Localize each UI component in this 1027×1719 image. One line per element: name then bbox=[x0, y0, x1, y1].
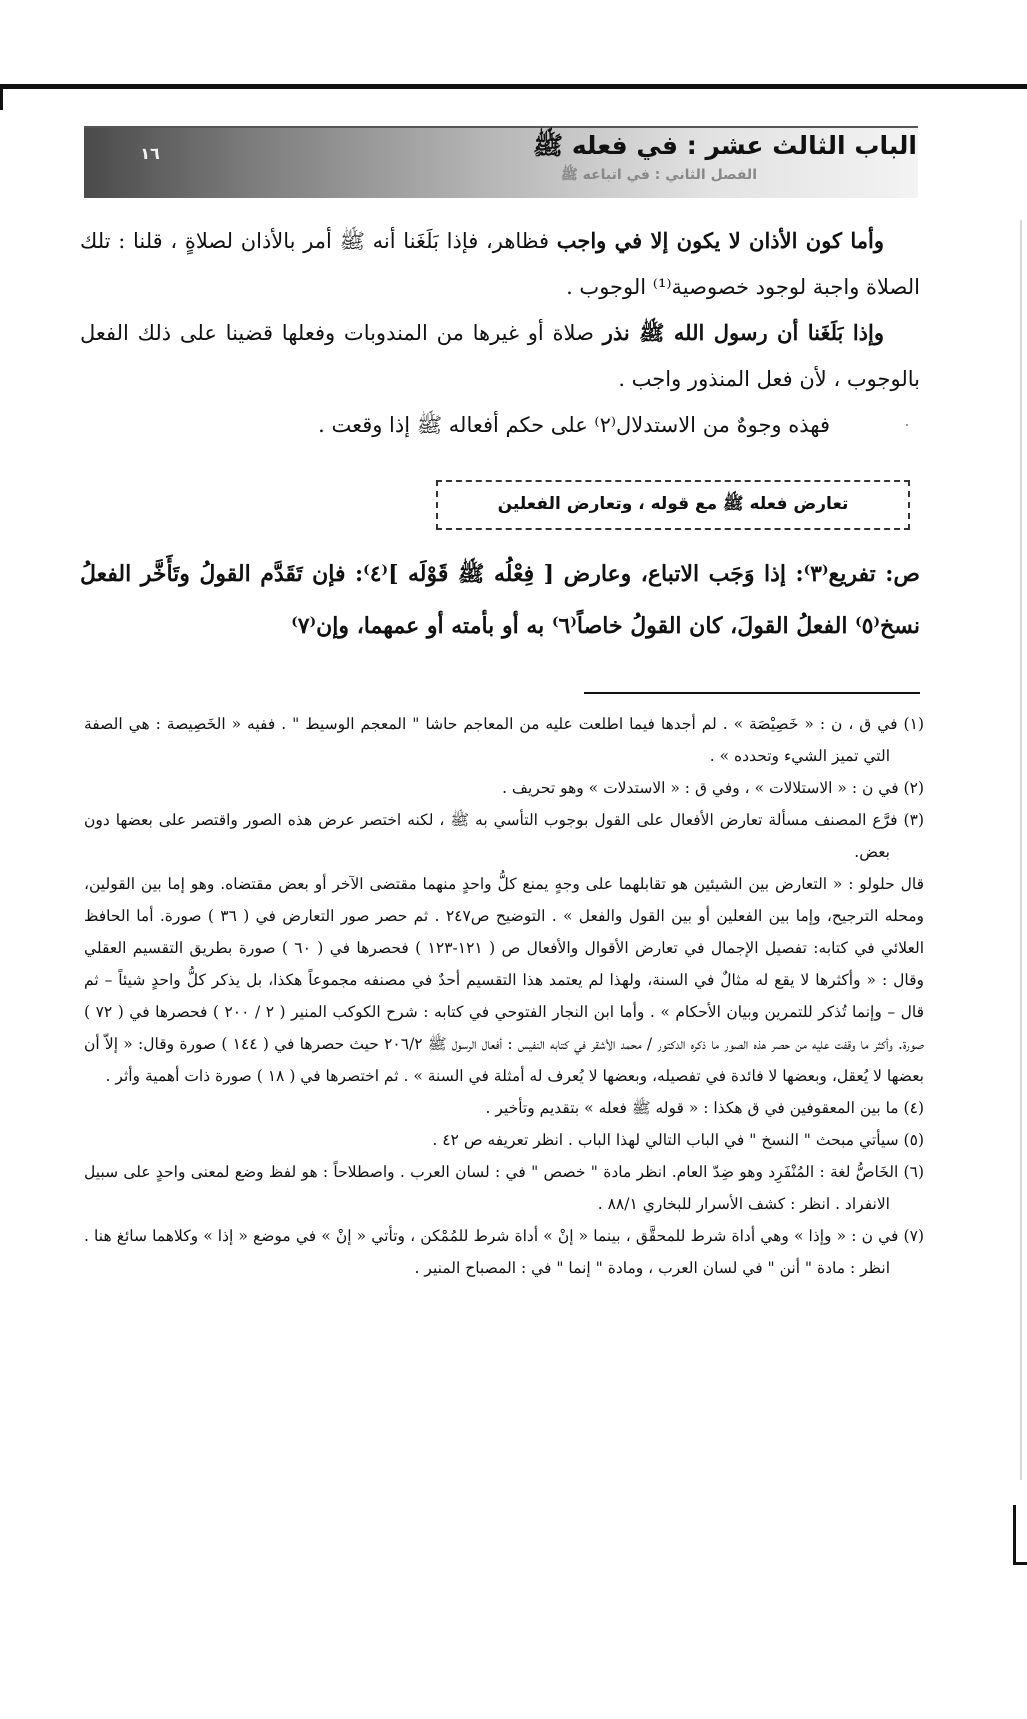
footnote-number: (٧) bbox=[903, 1227, 924, 1245]
footnote-3-continued: قال حلولو : « التعارض بين الشيئين هو تقابلهما على وجهٍ يمنع كلُّ واحدٍ منهما مقتضى الآخر أو بعض مقتضاه. وهو إما بين القولين، ومحله الترجيح، وإما بين الفعلين أو بين القول والفعل » . التوضيح ص٢٤٧ . ثم حصر صور التعارض في ( ٣٦ ) صورة. أما الحافظ العلائي في كتابه: تفصيل الإجمال في تعارض الأقوال والأفعال ص ( ١٢١-١٢٣ ) فحصرها في ( ٦٠ ) صورة بطريق التقسيم العقلي وقال : « وأكثرها لا يقع له مثالٌ في السنة، ولهذا لم يعتمد هذا التقسيم أحدٌ في مصنفه مجموعاً هكذا، بل يذكر كلُّ واحدٍ شيئاً – ثم قال – وإنما تُذكر للتمرين وبيان الأحكام » . وأما ابن النجار الفتوحي في كتابه : شرح الكوكب المنير ( ٢ / ٢٠٠ ) فحصرها في ( ٧٢ ) صورة. وأكثر ما وقفت عليه من حصر هذه الصور ما ذكره الدكتور / محمد الأشقر في كتابه النفيس : أفعال الرسول ﷺ ٢٠٦/٢ حيث حصرها في ( ١٤٤ ) صورة وقال: « إلاّ أن بعضها لا يُعقل، وبعضها لا فائدة في تفصيله، وبعضها لا يُعرف له أمثلة في السنة » . ثم اختصرها في ( ١٨ ) صورة ذات أهمية وأثر . bbox=[84, 875, 924, 1085]
footnote-6 bbox=[84, 1156, 924, 1220]
footnote-number: (٤) bbox=[903, 1099, 924, 1117]
footnotes bbox=[84, 708, 924, 1284]
footnote-text: في ن : « وإذا » وهي أداة شرط للمحقَّق ، بينما « إنْ » أداة شرط للمُمْكن ، وتأتي « إنْ » في موضع « إذا » وكلاهما سائغ هنا . انظر : مادة " أنن " في لسان العرب ، ومادة " إنما " في : المصباح المنير . bbox=[84, 1227, 899, 1277]
footnote-separator bbox=[584, 692, 920, 694]
footnote-text: في ن : « الاستلالات » ، وفي ق : « الاستدلات » وهو تحريف . bbox=[502, 779, 899, 797]
paragraph-text: فظاهر، فإذا بَلَغَنا أنه ﷺ أمر بالأذان لصلاةٍ ، قلنا : تلك الصلاة واجبة لوجود خصوصية⁽¹⁾ الوجوب . bbox=[80, 229, 920, 299]
page-number: ١٦ bbox=[140, 144, 160, 163]
corner-mark-foot bbox=[1013, 1562, 1027, 1565]
paragraph-text: صلاة أو غيرها من المندوبات وفعلها قضينا على ذلك الفعل بالوجوب ، لأن فعل المنذور واجب . bbox=[80, 321, 920, 391]
footnote-2 bbox=[84, 772, 924, 804]
footnote-number: (٢) bbox=[903, 779, 924, 797]
footnote-5 bbox=[84, 1124, 924, 1156]
section-heading: تعارض فعله ﷺ مع قوله ، وتعارض الفعلين bbox=[497, 493, 849, 514]
matn-rule-text: ص: تفريع⁽٣⁾: إذا وَجَب الاتباع، وعارض [ فِعْلُه ﷺ قَوْلَه ]⁽٤⁾: فإن تَقَدَّم القولُ وتَأَخَّر الفعلُ نسخ⁽٥⁾ الفعلُ القولَ، كان القولُ خاصاً⁽٦⁾ به أو بأمته أو عمهما، وإن⁽٧⁾ bbox=[80, 561, 920, 639]
footnote-1 bbox=[84, 708, 924, 772]
footnote-4 bbox=[84, 1092, 924, 1124]
paragraph-nadhr bbox=[80, 310, 920, 402]
section-subtitle: الفصل الثاني : في اتباعه ﷺ bbox=[560, 167, 757, 183]
page-top-border bbox=[0, 84, 1027, 89]
footnote-number: (٥) bbox=[903, 1131, 924, 1149]
footnote-text: الخَاصُّ لغة : المُنْفَرِد وهو ضِدّ العام. انظر مادة " خصص " في : لسان العرب . واصطلاحاً : هو لفظ وضع لمعنى واحدٍ على سبيل الانفراد . انظر : كشف الأسرار للبخاري ٨٨/١ . bbox=[84, 1163, 899, 1213]
paragraph-summary: فهذه وجوهٌ من الاستدلال⁽٢⁾ على حكم أفعاله ﷺ إذا وقعت . bbox=[318, 413, 830, 437]
page-left-tick bbox=[0, 84, 3, 110]
footnote-number: (١) bbox=[903, 715, 924, 733]
corner-mark bbox=[1013, 1505, 1016, 1565]
section-heading-box bbox=[436, 480, 910, 530]
footnote-3 bbox=[84, 804, 924, 868]
paragraph-lead: وإذا بَلَغَنا أن رسول الله ﷺ نذر bbox=[602, 320, 884, 345]
footnote-text: في ق ، ن : « خَصِيْصَة » . لم أجدها فيما اطلعت عليه من المعاجم حاشا " المعجم الوسيط " . ففيه « الخَصِيصة : هي الصفة التي تميز الشيء وتحدده » . bbox=[84, 715, 898, 765]
chapter-title: الباب الثالث عشر : في فعله ﷺ bbox=[532, 131, 917, 160]
footnote-text: سيأتي مبحث " النسخ " في الباب التالي لهذا الباب . انظر تعريفه ص ٤٢ . bbox=[432, 1131, 899, 1149]
footnote-number: (٦) bbox=[903, 1163, 924, 1181]
footnote-text: فرَّع المصنف مسألة تعارض الأفعال على القول بوجوب التأسي به ﷺ ، لكنه اختصر عرض هذه الصور واقتصر على بعضها دون بعض. bbox=[84, 811, 898, 861]
main-body-text bbox=[80, 218, 920, 448]
paragraph-adhan bbox=[80, 218, 920, 310]
page-right-edge bbox=[1020, 220, 1022, 1480]
paragraph-lead: وأما كون الأذان لا يكون إلا في واجب bbox=[556, 228, 884, 253]
footnote-7 bbox=[84, 1220, 924, 1284]
footnote-number: (٣) bbox=[903, 811, 924, 829]
footnote-text: ما بين المعقوفين في ق هكذا : « قوله ﷺ فعله » بتقديم وتأخير . bbox=[485, 1099, 899, 1117]
